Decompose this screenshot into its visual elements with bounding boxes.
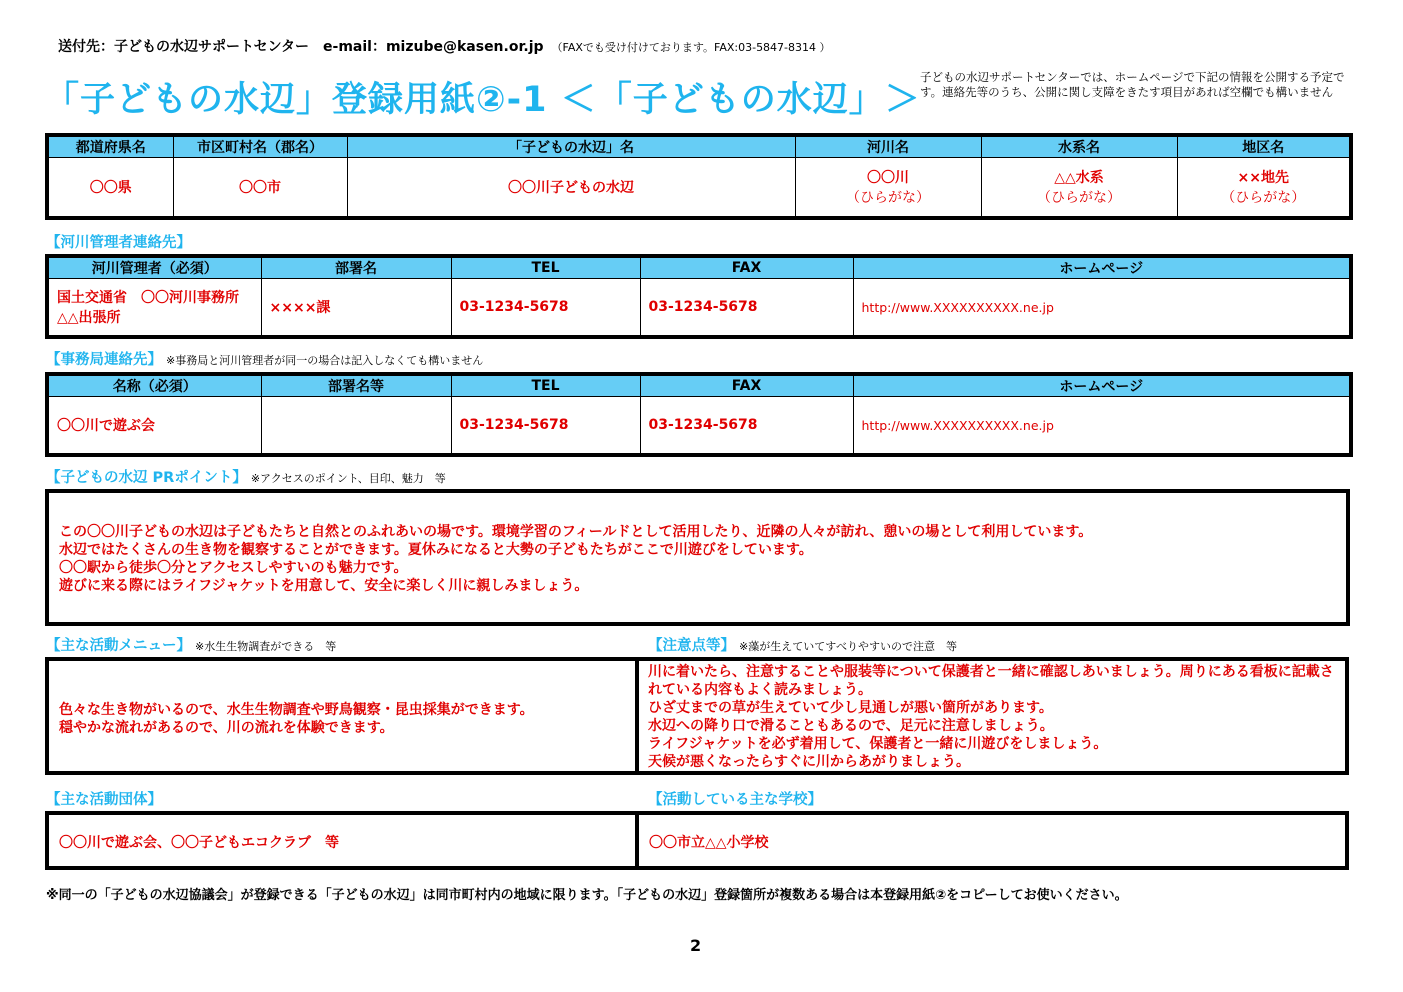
pr-points-box[interactable] — [45, 489, 1350, 626]
pr-line: 〇〇駅から徒歩〇分とアクセスしやすいのも魅力です。 — [59, 560, 408, 576]
activities-box[interactable] — [45, 657, 639, 775]
river-cell[interactable] — [795, 158, 981, 219]
secretariat-name-value[interactable]: 〇〇川で遊ぶ会 — [47, 397, 261, 456]
send-to-line — [58, 36, 831, 56]
header-manager-department: 部署名 — [261, 256, 451, 279]
district-cell[interactable] — [1177, 158, 1351, 219]
secretariat-note: ※事務局と河川管理者が同一の場合は記入しなくても構いません — [166, 354, 484, 367]
pr-line: 水辺ではたくさんの生き物を観察することができます。夏休みになると大勢の子どもたちがここで川遊びをしています。 — [59, 542, 813, 558]
district-kana: （ひらがな） — [1221, 190, 1306, 206]
schools-text: 〇〇市立△△小学校 — [649, 835, 769, 851]
caution-line: 水辺への降り口で滑ることもあるので、足元に注意しましょう。 — [648, 718, 1054, 734]
secretariat-section-label: 【事務局連絡先】 — [46, 352, 162, 368]
groups-box[interactable] — [45, 811, 639, 870]
pr-line: 遊びに来る際にはライフジャケットを用意して、安全に楽しく川に親しみましょう。 — [59, 578, 589, 594]
manager-tel-value[interactable]: 03-1234-5678 — [451, 279, 640, 338]
pr-line: この〇〇川子どもの水辺は子どもたちと自然とのふれあいの場です。環境学習のフィールドとして活用したり、近隣の人々が訪れ、憩いの場として利用しています。 — [59, 524, 1093, 540]
secretariat-table — [45, 372, 1353, 457]
schools-section-label: 【活動している主な学校】 — [648, 792, 822, 808]
manager-name-value[interactable]: 国土交通省 〇〇河川事務所△△出張所 — [47, 279, 261, 338]
cautions-section-label: 【注意点等】 — [648, 638, 735, 654]
groups-section-label: 【主な活動団体】 — [46, 792, 162, 808]
activities-section-label: 【主な活動メニュー】 — [46, 638, 191, 654]
activities-note: ※水生生物調査ができる 等 — [195, 640, 337, 653]
header-city: 市区町村名（郡名） — [173, 135, 347, 158]
publish-note: 子どもの水辺サポートセンターでは、ホームページで下記の情報を公開する予定です。連絡先等のうち、公開に関し支障をきたす項目があれば空欄でも構いません — [920, 70, 1345, 99]
cautions-box[interactable] — [635, 657, 1349, 775]
city-value[interactable]: 〇〇市 — [173, 158, 347, 219]
page-number: 2 — [690, 936, 702, 955]
header-secretariat-department: 部署名等 — [261, 374, 451, 397]
header-secretariat-tel: TEL — [451, 374, 640, 397]
activities-section-header — [46, 634, 336, 655]
header-manager-tel: TEL — [451, 256, 640, 279]
header-district: 地区名 — [1177, 135, 1351, 158]
header-secretariat-homepage: ホームページ — [853, 374, 1351, 397]
pr-section-label: 【子どもの水辺 PRポイント】 — [46, 470, 247, 486]
river-value: 〇〇川 — [867, 170, 909, 186]
header-manager-fax: FAX — [640, 256, 853, 279]
header-river: 河川名 — [795, 135, 981, 158]
pr-note: ※アクセスのポイント、目印、魅力 等 — [250, 472, 446, 485]
secretariat-section-header — [46, 348, 483, 369]
header-manager-name: 河川管理者（必須） — [47, 256, 261, 279]
caution-line: ひざ丈までの草が生えていて少し見通しが悪い箇所があります。 — [648, 700, 1053, 716]
header-water-system: 水系名 — [981, 135, 1177, 158]
caution-line: 天候が悪くなったらすぐに川からあがりましょう。 — [648, 754, 970, 770]
header-manager-homepage: ホームページ — [853, 256, 1351, 279]
site-table — [45, 133, 1353, 220]
manager-department-value[interactable]: ××××課 — [261, 279, 451, 338]
secretariat-fax-value[interactable]: 03-1234-5678 — [640, 397, 853, 456]
prefecture-value[interactable]: 〇〇県 — [47, 158, 173, 219]
schools-box[interactable] — [635, 811, 1349, 870]
footnote: ※同一の「子どもの水辺協議会」が登録できる「子どもの水辺」は同市町村内の地域に限ります。「子どもの水辺」登録箇所が複数ある場合は本登録用紙②をコピーしてお使いください。 — [46, 888, 1128, 903]
river-kana: （ひらがな） — [846, 190, 930, 206]
water-system-value: △△水系 — [1054, 170, 1104, 186]
pr-section-header — [46, 466, 446, 487]
header-secretariat-name: 名称（必須） — [47, 374, 261, 397]
cautions-note: ※藻が生えていてすべりやすいので注意 等 — [739, 640, 957, 653]
page-title: 「子どもの水辺」登録用紙②-1 ＜「子どもの水辺」＞ — [44, 80, 921, 120]
cautions-section-header — [648, 634, 957, 655]
secretariat-tel-value[interactable]: 03-1234-5678 — [451, 397, 640, 456]
header-mizube-name: 「子どもの水辺」名 — [347, 135, 795, 158]
activity-line: 穏やかな流れがあるので、川の流れを体験できます。 — [59, 720, 394, 736]
secretariat-homepage-value[interactable]: http://www.XXXXXXXXXX.ne.jp — [853, 397, 1351, 456]
header-secretariat-fax: FAX — [640, 374, 853, 397]
header-prefecture: 都道府県名 — [47, 135, 173, 158]
district-value: ××地先 — [1237, 170, 1289, 186]
river-manager-table — [45, 254, 1353, 339]
activity-line: 色々な生き物がいるので、水生生物調査や野鳥観察・昆虫採集ができます。 — [59, 702, 534, 718]
fax-note: （FAXでも受け付けております。FAX:03-5847-8314 ） — [551, 41, 831, 54]
caution-line: ライフジャケットを必ず着用して、保護者と一緒に川遊びをしましょう。 — [648, 736, 1108, 752]
manager-homepage-value[interactable]: http://www.XXXXXXXXXX.ne.jp — [853, 279, 1351, 338]
secretariat-department-value[interactable] — [261, 397, 451, 456]
water-system-kana: （ひらがな） — [1037, 190, 1121, 206]
river-manager-section-label: 【河川管理者連絡先】 — [46, 235, 191, 251]
caution-line: 川に着いたら、注意することや服装等について保護者と一緒に確認しあいましょう。周りにある看板に記載されている内容もよく読みましょう。 — [648, 664, 1334, 698]
mizube-name-value[interactable]: 〇〇川子どもの水辺 — [347, 158, 795, 219]
manager-fax-value[interactable]: 03-1234-5678 — [640, 279, 853, 338]
groups-text: 〇〇川で遊ぶ会、〇〇子どもエコクラブ 等 — [59, 835, 339, 851]
water-system-cell[interactable] — [981, 158, 1177, 219]
send-to-address: 送付先：子どもの水辺サポートセンター e-mail：mizube@kasen.or.jp — [58, 39, 544, 55]
